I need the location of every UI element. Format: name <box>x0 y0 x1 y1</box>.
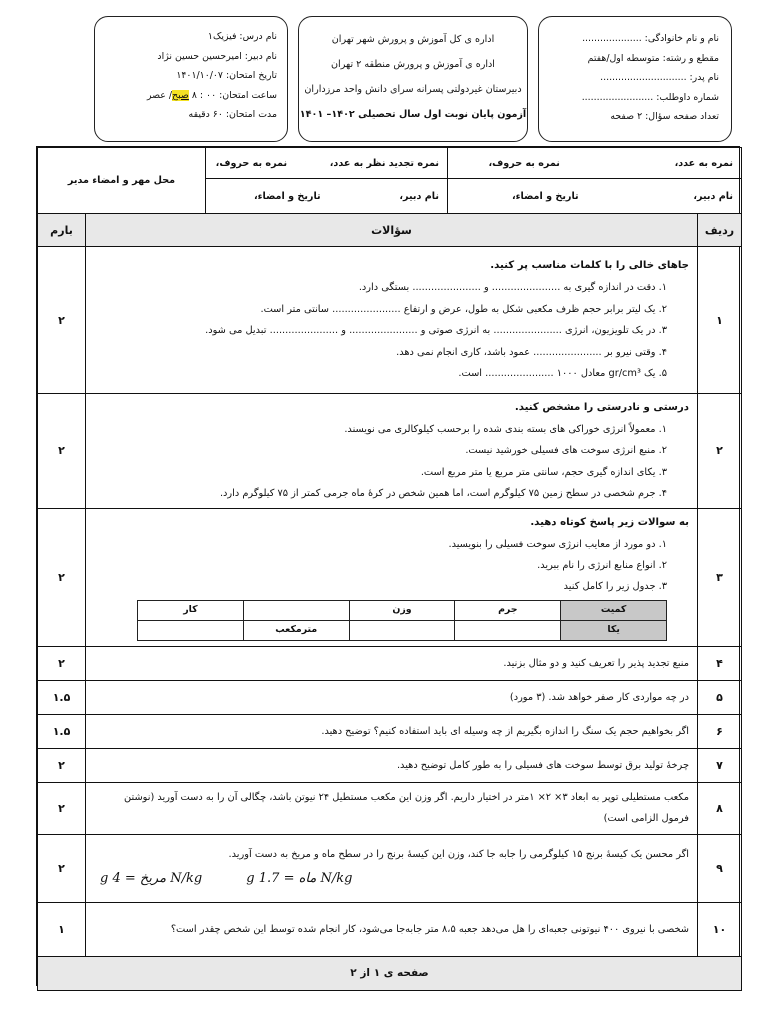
question-number: ۳ <box>698 508 742 646</box>
table-cell <box>138 620 244 640</box>
question-row <box>38 714 742 748</box>
principal-stamp-label: محل مهر و امضاء مدیر <box>67 175 176 186</box>
question-row <box>38 394 742 509</box>
question-item: ۲. یک لیتر برابر حجم ظرف مکعبی شکل به طول، عرض و ارتفاع ...................... سانتی متر است. <box>260 303 667 315</box>
question-text <box>86 680 698 714</box>
table-cell <box>243 600 349 620</box>
exam-title: آزمون پایان نوبت اول سال تحصیلی ۱۴۰۲– ۱۴۰۱ <box>299 109 527 120</box>
question-item: ۳. جدول زیر را کامل کنید <box>563 581 667 593</box>
header-score: بارم <box>38 214 86 247</box>
question-text <box>86 748 698 782</box>
question-number: ۸ <box>698 782 742 834</box>
question-row <box>38 247 742 394</box>
unit-header: یکا <box>561 620 667 640</box>
question-number: ۴ <box>698 646 742 680</box>
office-line-1: اداره ی کل آموزش و پرورش شهر تهران <box>331 34 495 45</box>
teacher-date-label: تاریخ و امضاء، <box>511 190 579 202</box>
question-number: ۶ <box>698 714 742 748</box>
question-item: ۳. یکای اندازه گیری حجم، سانتی متر مربع یا متر مربع است. <box>420 466 667 478</box>
question-score: ۲ <box>38 394 86 509</box>
table-header-row <box>38 214 742 247</box>
exam-time-morning: صبح <box>172 89 189 101</box>
question-item: ۳. در یک تلویزیون، انرژی ...................... به انرژی صوتی و ...................... و ...................... تبدیل می شود. <box>205 325 667 337</box>
student-name-label: نام و نام خانوادگی: .................... <box>582 33 719 44</box>
teacher-label: نام دبیر: امیرحسین حسین نژاد <box>157 50 277 62</box>
exam-time-prefix: ساعت امتحان: ۰۰ : ۸ <box>188 89 277 101</box>
gravity-formulas <box>94 865 689 893</box>
question-body <box>86 394 698 509</box>
question-body <box>86 508 698 646</box>
footer-row <box>38 956 742 990</box>
table-cell <box>455 620 561 640</box>
question-text-content: اگر بخواهیم حجم یک سنگ را اندازه بگیریم از چه وسیله ای باید استفاده کنیم؟ توضیح دهید. <box>321 725 689 737</box>
question-item: ۲. منبع انرژی سوخت های فسیلی خورشید نیست. <box>465 445 667 457</box>
score-cell <box>448 148 742 179</box>
question-score: ۱.۵ <box>38 680 86 714</box>
question-number: ۱ <box>698 247 742 394</box>
review-date-label: تاریخ و امضاء، <box>253 190 321 202</box>
exam-info-box <box>94 16 288 142</box>
question-score: ۲ <box>38 748 86 782</box>
exam-date-label: تاریخ امتحان: ۱۴۰۱/۱۰/۰۷ <box>176 70 277 81</box>
header-questions: سؤالات <box>86 214 698 247</box>
question-text <box>86 902 698 956</box>
question-item: ۱. دقت در اندازه گیری به ...................... و ...................... بستگی دارد. <box>358 282 667 294</box>
exam-time-label <box>103 86 277 106</box>
school-name: دبیرستان غیردولتی پسرانه سرای دانش واحد مرزداران <box>304 84 522 95</box>
question-score: ۱.۵ <box>38 714 86 748</box>
question-row <box>38 646 742 680</box>
question-number: ۲ <box>698 394 742 509</box>
principal-stamp-cell <box>38 148 206 214</box>
student-info-box <box>538 16 732 142</box>
table-cell: وزن <box>349 600 455 620</box>
exam-time-suffix: / عصر <box>146 89 173 101</box>
question-item: ۵. یک gr/cm³ معادل ۱۰۰۰ ...................... است. <box>458 368 667 380</box>
question-item: ۱. معمولاً انرژی خوراکی های بسته بندی شده را برحسب کیلوکالری می نویسند. <box>344 424 667 435</box>
question-row <box>38 748 742 782</box>
question-score: ۲ <box>38 782 86 834</box>
question-number: ۱۰ <box>698 902 742 956</box>
seat-number-label: شماره داوطلب: ........................ <box>581 91 719 103</box>
question-text-content: منبع تجدید پذیر را تعریف کنید و دو مثال بزنید. <box>503 657 689 669</box>
teacher-name-label: نام دبیر، <box>693 190 733 202</box>
review-teacher-label: نام دبیر، <box>399 190 439 202</box>
review-letters-label: نمره به حروف، <box>215 157 288 169</box>
header-num: ردیف <box>698 214 742 247</box>
question-title: به سوالات زیر پاسخ کوتاه دهید. <box>530 516 689 528</box>
question-item: ۲. انواع منابع انرژی را نام ببرید. <box>537 560 667 572</box>
review-score-cell <box>206 148 448 179</box>
question-text <box>86 646 698 680</box>
quantity-unit-table <box>137 600 667 641</box>
question-row <box>38 508 742 646</box>
question-item: ۴. جرم شخصی در سطح زمین ۷۵ کیلوگرم است، اما همین شخص در کرهٔ ماه جرمی کمتر از ۷۵ کیلوگرم دارد. <box>219 488 667 500</box>
question-row <box>38 902 742 956</box>
question-score: ۲ <box>38 646 86 680</box>
subject-label: نام درس: فیزیک۱ <box>207 31 277 42</box>
exam-duration-label: مدت امتحان: ۶۰ دقیقه <box>188 109 277 120</box>
moon-gravity: g ماه = 1.7 N/kg <box>246 870 353 886</box>
question-score: ۲ <box>38 247 86 394</box>
quantity-header: کمیت <box>561 600 667 620</box>
question-text-content: در چه مواردی کار صفر خواهد شد. (۳ مورد) <box>509 691 689 703</box>
office-line-2: اداره ی آموزش و پرورش منطقه ۲ تهران <box>331 59 495 70</box>
page-indicator: صفحه ی ۱ از ۲ <box>38 956 742 990</box>
exam-sheet <box>36 146 740 986</box>
review-number-label: نمره تجدید نظر به عدد، <box>329 157 439 169</box>
question-score: ۲ <box>38 508 86 646</box>
question-text <box>86 834 698 902</box>
score-letters-label: نمره به حروف، <box>488 157 560 169</box>
question-text-content: اگر محسن یک کیسهٔ برنج ۱۵ کیلوگرمی را جابه جا کند، وزن این کیسهٔ برنج را در سطح ماه و مریخ به دست آورید. <box>228 848 689 860</box>
table-cell <box>349 620 455 640</box>
question-text <box>86 714 698 748</box>
table-cell: مترمکعب <box>243 620 349 640</box>
table-cell: کار <box>138 600 244 620</box>
question-body <box>86 247 698 394</box>
questions-table <box>37 213 742 991</box>
table-cell: جرم <box>455 600 561 620</box>
question-number: ۹ <box>698 834 742 902</box>
question-row <box>38 834 742 902</box>
review-sign-cell <box>206 179 448 214</box>
question-number: ۷ <box>698 748 742 782</box>
question-item: ۱. دو مورد از معایب انرژی سوخت فسیلی را بنویسید. <box>448 538 667 550</box>
father-name-label: نام پدر: ............................. <box>600 72 719 83</box>
page-count-label: تعداد صفحه سؤال: ۲ صفحه <box>610 111 719 122</box>
question-title: درستی و نادرستی را مشخص کنید. <box>514 402 689 413</box>
question-row <box>38 782 742 834</box>
mars-gravity: g مریخ = 4 N/kg <box>100 870 203 886</box>
school-info-box <box>298 16 528 142</box>
question-title: جاهای خالی را با کلمات مناسب پر کنید. <box>490 260 689 272</box>
question-score: ۲ <box>38 834 86 902</box>
question-text <box>86 782 698 834</box>
question-item: ۴. وقتی نیرو بر ...................... عمود باشد، کاری انجام نمی دهد. <box>396 346 667 358</box>
question-row <box>38 680 742 714</box>
question-score: ۱ <box>38 902 86 956</box>
question-text-content: چرخهٔ تولید برق توسط سوخت های فسیلی را به طور کامل توضیح دهید. <box>396 759 689 771</box>
score-number-label: نمره به عدد، <box>674 157 733 169</box>
question-text-content: شخصی با نیروی ۴۰۰ نیوتونی جعبه‌ای را هل می‌دهد جعبه ۸،۵ متر جابه‌جا می‌شود، کار انجام شده توسط این شخص چقدر است؟ <box>170 923 689 935</box>
question-number: ۵ <box>698 680 742 714</box>
teacher-sign-cell <box>448 179 742 214</box>
grade-label: مقطع و رشته: متوسطه اول/هفتم <box>587 52 719 64</box>
grading-table <box>37 147 742 214</box>
question-text-content: مکعب مستطیلی توپر به ابعاد ۳× ۲× ۱متر در اختیار داریم. اگر وزن این مکعب مستطیل ۲۴ نیوتن باشد، چگالی آن را به دست آورید (نوشتن فرمول الزامی است) <box>124 792 689 825</box>
